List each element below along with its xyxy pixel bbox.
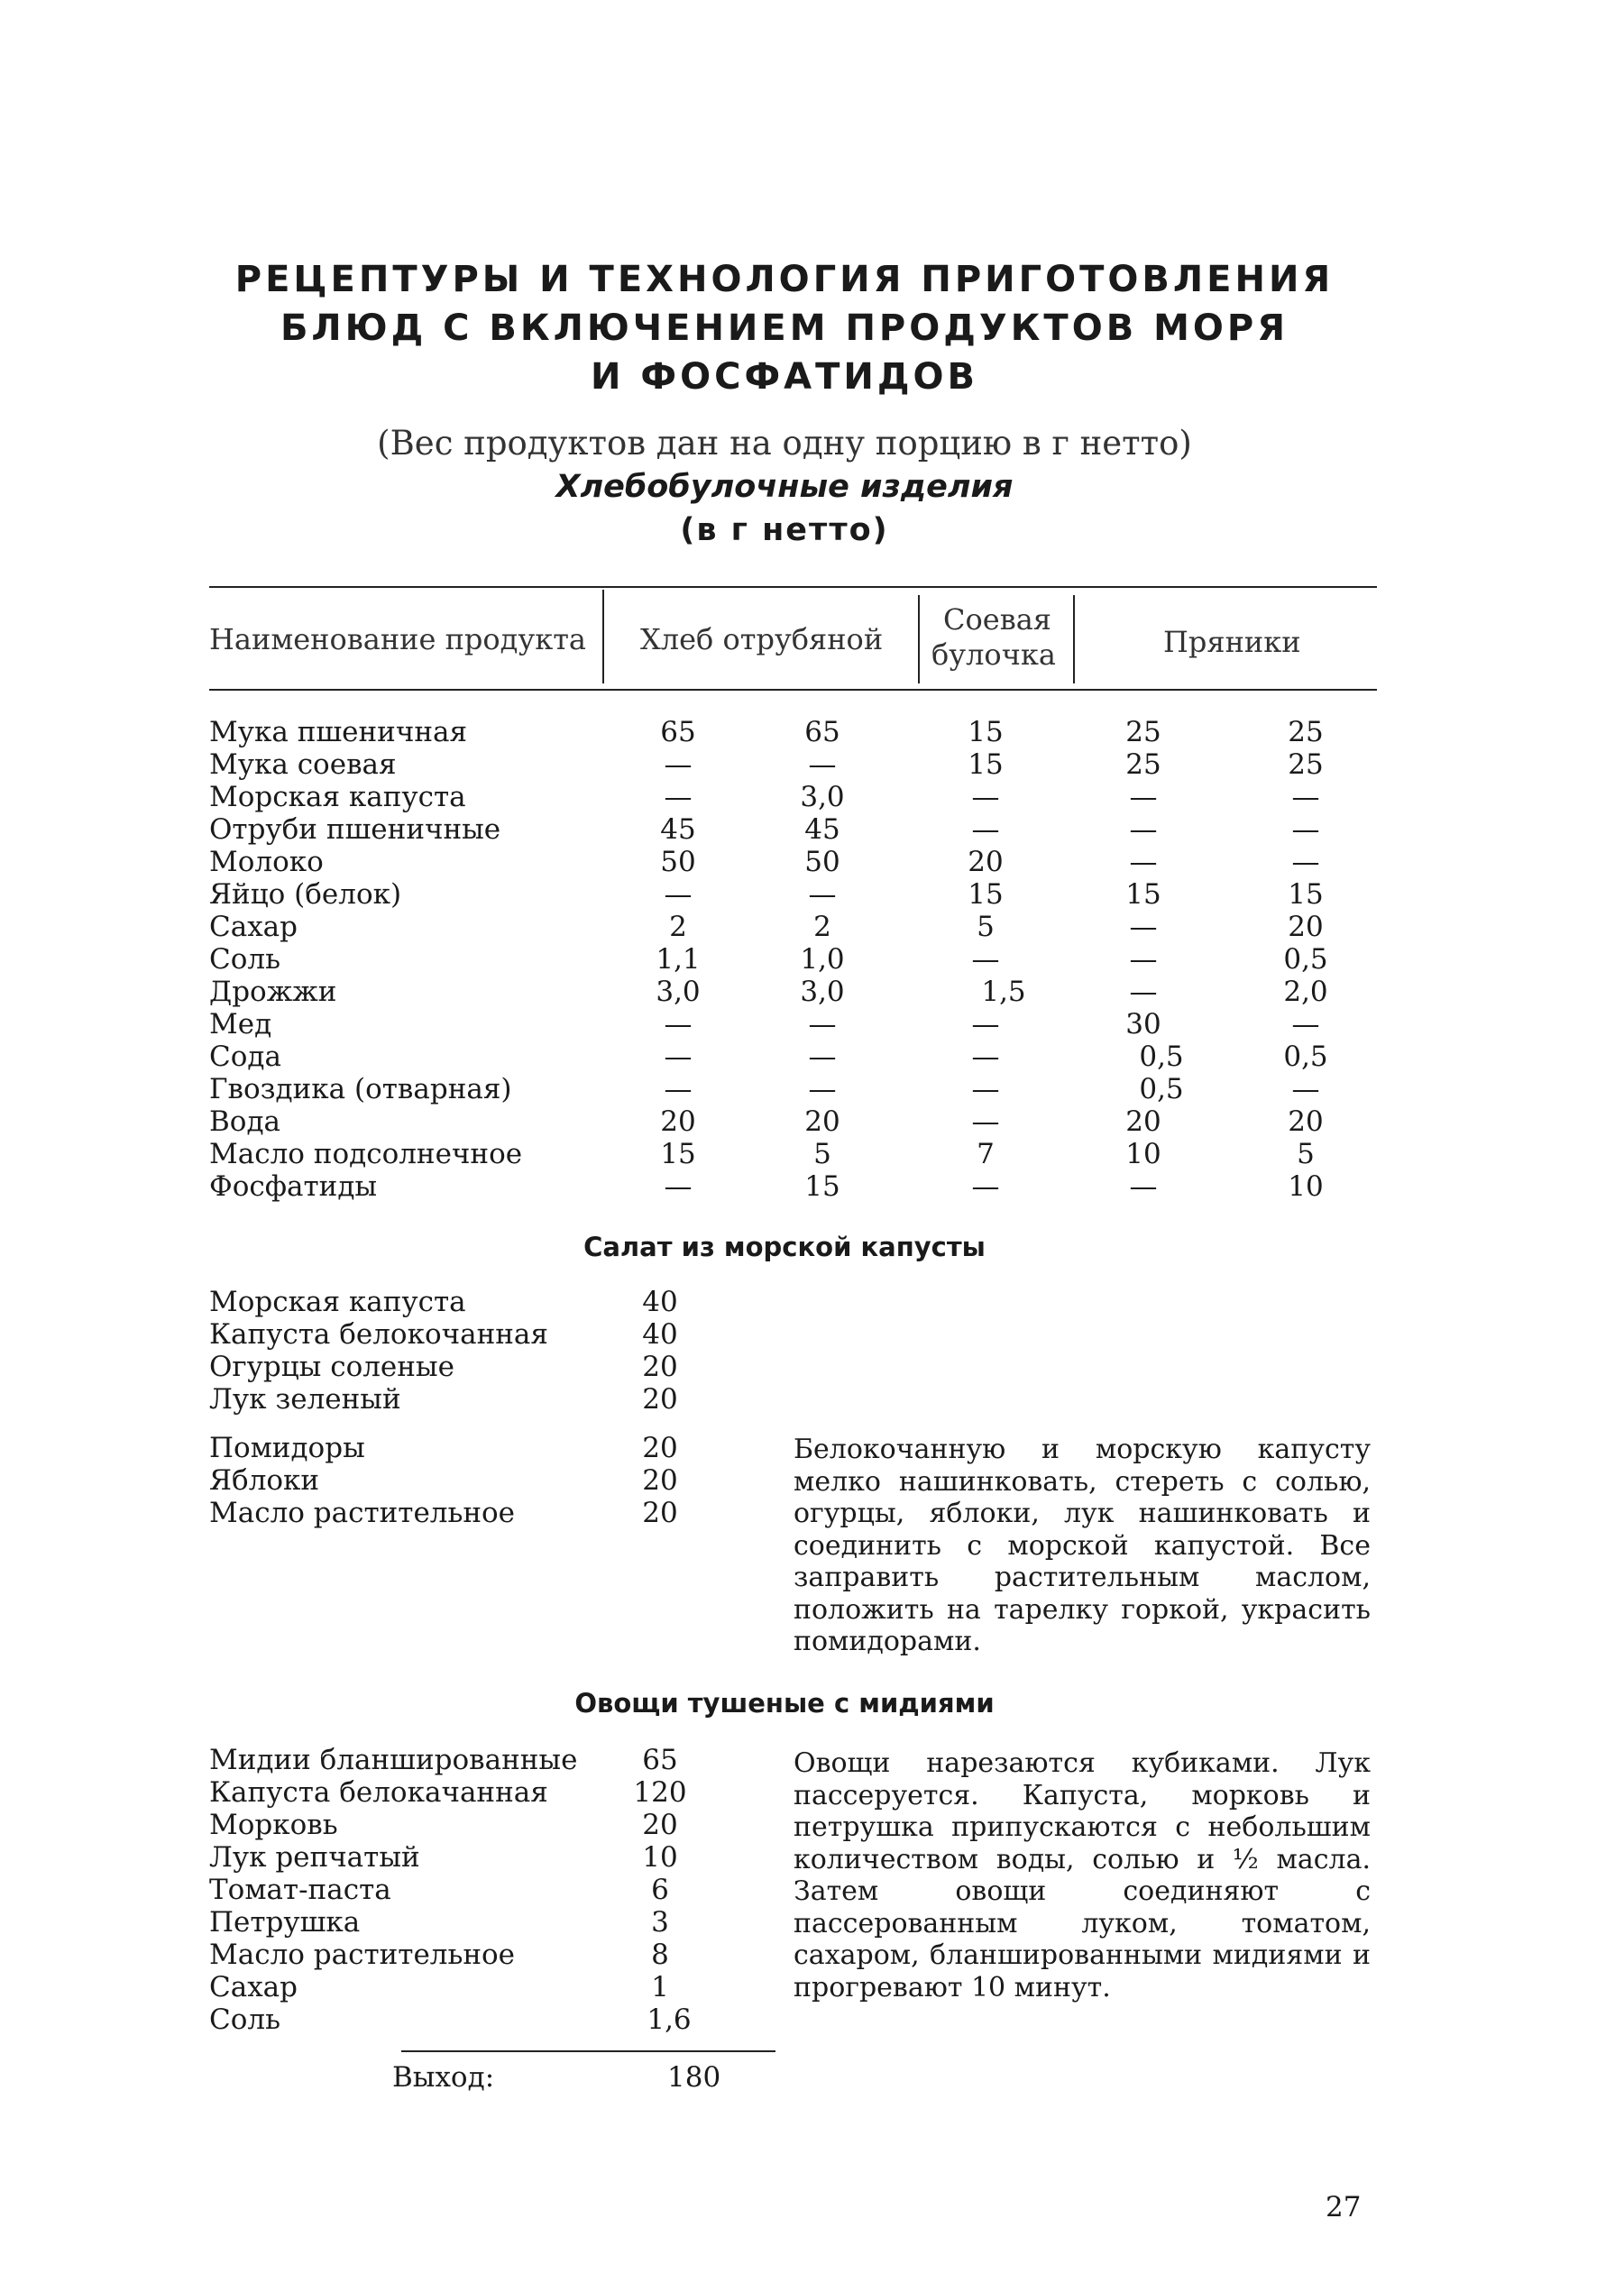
cell-bran-bread-1: 45	[660, 813, 696, 846]
title-line-3: И ФОСФАТИДОВ	[591, 356, 978, 398]
cell-soy-bun: —	[971, 1008, 1000, 1041]
stew-method: Овощи нарезаются кубиками. Лук пассеруется. Капуста, морковь и петрушка припускаются с небольшим количеством воды, солью и ½ масла. Затем овощи соединяют с пассерованным луком, томатом, сахаром, бланшированными мидиями и прогревают 10 минут.	[794, 1747, 1371, 2003]
bakery-subheading: (в г нетто)	[680, 512, 889, 548]
cell-gingerbread-1: —	[1129, 781, 1158, 813]
cell-bran-bread-2: 3,0	[800, 781, 845, 813]
cell-gingerbread-1: 10	[1125, 1138, 1161, 1170]
row-name: Дрожжи	[209, 976, 337, 1008]
cell-bran-bread-1: 15	[660, 1138, 696, 1170]
table-divider-2	[918, 595, 920, 683]
cell-gingerbread-2: 25	[1288, 716, 1324, 748]
cell-bran-bread-2: 15	[804, 1170, 840, 1203]
cell-bran-bread-2: 45	[804, 813, 840, 846]
table-row	[209, 781, 1381, 813]
list-item	[209, 1809, 768, 1841]
table-divider-3	[1073, 595, 1075, 683]
cell-bran-bread-1: —	[664, 748, 693, 781]
header-product: Наименование продукта	[209, 622, 586, 656]
ingredient-qty: 20	[642, 1351, 678, 1383]
row-name: Фосфатиды	[209, 1170, 378, 1203]
list-item	[209, 1383, 768, 1416]
cell-gingerbread-2: —	[1291, 1073, 1320, 1105]
cell-bran-bread-1: 2	[669, 911, 687, 943]
row-name: Морская капуста	[209, 781, 466, 813]
ingredient-name: Огурцы соленые	[209, 1351, 454, 1383]
ingredient-name: Соль	[209, 2003, 280, 2036]
cell-soy-bun: 5	[977, 911, 995, 943]
cell-soy-bun: —	[971, 943, 1000, 976]
row-name: Масло подсолнечное	[209, 1138, 523, 1170]
ingredient-name: Лук репчатый	[209, 1841, 420, 1874]
cell-bran-bread-2: 2	[813, 911, 831, 943]
table-row	[209, 943, 1381, 976]
yield-value: 180	[667, 2061, 721, 2094]
cell-bran-bread-2: —	[808, 748, 837, 781]
ingredient-name: Яблоки	[209, 1464, 320, 1497]
cell-soy-bun: 15	[968, 878, 1004, 911]
cell-bran-bread-2: 50	[804, 846, 840, 878]
table-row	[209, 1170, 1381, 1203]
stew-heading: Овощи тушеные с мидиями	[574, 1688, 995, 1719]
table-row	[209, 976, 1381, 1008]
cell-soy-bun: 15	[968, 748, 1004, 781]
list-item	[209, 1432, 768, 1464]
salad-method: Белокочанную и морскую капусту мелко нашинковать, стереть с солью, огурцы, яблоки, лук нашинковать и соединить с морской капустой. Все заправить растительным маслом, положить на тарелку горкой, украсить помидорами.	[794, 1434, 1371, 1657]
cell-gingerbread-2: —	[1291, 846, 1320, 878]
cell-bran-bread-1: —	[664, 781, 693, 813]
cell-bran-bread-1: 65	[660, 716, 696, 748]
list-item	[209, 1874, 768, 1906]
cell-gingerbread-1: —	[1129, 846, 1158, 878]
cell-bran-bread-2: 65	[804, 716, 840, 748]
cell-gingerbread-1: 0,5	[1139, 1041, 1184, 1073]
row-name: Мука соевая	[209, 748, 397, 781]
row-name: Сахар	[209, 911, 298, 943]
bakery-heading: Хлебобулочные изделия	[555, 469, 1014, 505]
row-name: Мука пшеничная	[209, 716, 468, 748]
table-row	[209, 1008, 1381, 1041]
ingredient-name: Мидии бланшированные	[209, 1744, 578, 1776]
cell-gingerbread-2: —	[1291, 813, 1320, 846]
ingredient-qty: 20	[642, 1432, 678, 1464]
cell-gingerbread-2: 2,0	[1283, 976, 1328, 1008]
table-top-rule	[209, 586, 1377, 588]
ingredient-qty: 40	[642, 1286, 678, 1318]
cell-bran-bread-2: —	[808, 878, 837, 911]
cell-soy-bun: 7	[977, 1138, 995, 1170]
cell-gingerbread-1: —	[1129, 976, 1158, 1008]
cell-bran-bread-1: 1,1	[656, 943, 701, 976]
cell-gingerbread-1: —	[1129, 813, 1158, 846]
cell-gingerbread-2: 20	[1288, 1105, 1324, 1138]
ingredient-qty: 20	[642, 1383, 678, 1416]
title-line-1: РЕЦЕПТУРЫ И ТЕХНОЛОГИЯ ПРИГОТОВЛЕНИЯ	[234, 259, 1335, 300]
cell-gingerbread-2: 15	[1288, 878, 1324, 911]
cell-soy-bun: —	[971, 1105, 1000, 1138]
ingredient-name: Морская капуста	[209, 1286, 466, 1318]
cell-gingerbread-2: —	[1291, 781, 1320, 813]
table-divider-1	[602, 590, 604, 683]
cell-bran-bread-1: 20	[660, 1105, 696, 1138]
cell-bran-bread-1: 3,0	[656, 976, 701, 1008]
header-soy-bun-line1: Соевая	[943, 602, 1051, 637]
cell-gingerbread-1: 30	[1125, 1008, 1161, 1041]
cell-gingerbread-2: 0,5	[1283, 1041, 1328, 1073]
ingredient-qty: 65	[642, 1744, 678, 1776]
list-item	[209, 1744, 768, 1776]
ingredient-name: Капуста белокочанная	[209, 1318, 548, 1351]
list-item	[209, 1286, 768, 1318]
cell-gingerbread-2: 0,5	[1283, 943, 1328, 976]
cell-soy-bun: 1,5	[981, 976, 1026, 1008]
cell-soy-bun: 15	[968, 716, 1004, 748]
table-row	[209, 748, 1381, 781]
cell-gingerbread-2: —	[1291, 1008, 1320, 1041]
ingredient-name: Томат-паста	[209, 1874, 391, 1906]
table-row	[209, 1138, 1381, 1170]
list-item	[209, 2003, 768, 2036]
ingredient-name: Лук зеленый	[209, 1383, 401, 1416]
cell-soy-bun: —	[971, 781, 1000, 813]
cell-gingerbread-1: 25	[1125, 716, 1161, 748]
ingredient-qty: 20	[642, 1497, 678, 1529]
ingredient-qty: 20	[642, 1464, 678, 1497]
header-soy-bun-line2: булочка	[931, 637, 1056, 672]
cell-gingerbread-1: —	[1129, 943, 1158, 976]
cell-bran-bread-1: —	[664, 878, 693, 911]
cell-gingerbread-1: 20	[1125, 1105, 1161, 1138]
table-row	[209, 878, 1381, 911]
cell-bran-bread-2: —	[808, 1008, 837, 1041]
list-item	[209, 1971, 768, 2003]
cell-gingerbread-1: 15	[1125, 878, 1161, 911]
cell-gingerbread-1: 25	[1125, 748, 1161, 781]
list-item	[209, 1464, 768, 1497]
cell-bran-bread-1: —	[664, 1170, 693, 1203]
ingredient-qty: 1,6	[647, 2003, 692, 2036]
ingredient-qty: 10	[642, 1841, 678, 1874]
table-row	[209, 846, 1381, 878]
ingredient-qty: 3	[651, 1906, 669, 1939]
cell-soy-bun: 20	[968, 846, 1004, 878]
title-line-2: БЛЮД С ВКЛЮЧЕНИЕМ ПРОДУКТОВ МОРЯ	[280, 307, 1289, 349]
ingredient-qty: 40	[642, 1318, 678, 1351]
ingredient-name: Сахар	[209, 1971, 298, 2003]
table-row	[209, 813, 1381, 846]
cell-bran-bread-2: 1,0	[800, 943, 845, 976]
ingredient-name: Масло растительное	[209, 1939, 516, 1971]
ingredient-name: Помидоры	[209, 1432, 365, 1464]
cell-bran-bread-2: 3,0	[800, 976, 845, 1008]
list-item	[209, 1318, 768, 1351]
ingredient-qty: 1	[651, 1971, 669, 2003]
ingredient-qty: 8	[651, 1939, 669, 1971]
header-gingerbread: Пряники	[1163, 625, 1301, 659]
cell-gingerbread-2: 25	[1288, 748, 1324, 781]
salad-heading: Салат из морской капусты	[583, 1232, 986, 1262]
cell-soy-bun: —	[971, 1073, 1000, 1105]
cell-bran-bread-2: 20	[804, 1105, 840, 1138]
cell-gingerbread-2: 10	[1288, 1170, 1324, 1203]
cell-bran-bread-2: 5	[813, 1138, 831, 1170]
ingredient-name: Петрушка	[209, 1906, 361, 1939]
row-name: Сода	[209, 1041, 281, 1073]
table-row	[209, 911, 1381, 943]
list-item	[209, 1939, 768, 1971]
row-name: Молоко	[209, 846, 324, 878]
ingredient-name: Масло растительное	[209, 1497, 516, 1529]
list-item	[209, 1351, 768, 1383]
table-header-rule	[209, 689, 1377, 691]
page-number: 27	[1326, 2191, 1362, 2223]
yield-rule	[401, 2050, 775, 2052]
cell-soy-bun: —	[971, 1170, 1000, 1203]
subtitle: (Вес продуктов дан на одну порцию в г нетто)	[377, 424, 1192, 463]
cell-bran-bread-2: —	[808, 1041, 837, 1073]
cell-bran-bread-1: —	[664, 1041, 693, 1073]
table-row	[209, 1073, 1381, 1105]
row-name: Яйцо (белок)	[209, 878, 402, 911]
table-row	[209, 1041, 1381, 1073]
yield-label: Выход:	[392, 2061, 495, 2094]
list-item	[209, 1497, 768, 1529]
row-name: Вода	[209, 1105, 281, 1138]
row-name: Мед	[209, 1008, 272, 1041]
ingredient-name: Капуста белокачанная	[209, 1776, 548, 1809]
header-bran-bread: Хлеб отрубяной	[640, 622, 884, 656]
cell-bran-bread-1: —	[664, 1008, 693, 1041]
table-row	[209, 1105, 1381, 1138]
cell-soy-bun: —	[971, 1041, 1000, 1073]
cell-gingerbread-1: 0,5	[1139, 1073, 1184, 1105]
cell-bran-bread-1: —	[664, 1073, 693, 1105]
cell-bran-bread-2: —	[808, 1073, 837, 1105]
ingredient-qty: 6	[651, 1874, 669, 1906]
list-item	[209, 1841, 768, 1874]
row-name: Отруби пшеничные	[209, 813, 501, 846]
table-row	[209, 716, 1381, 748]
cell-soy-bun: —	[971, 813, 1000, 846]
row-name: Гвоздика (отварная)	[209, 1073, 512, 1105]
cell-bran-bread-1: 50	[660, 846, 696, 878]
cell-gingerbread-1: —	[1129, 911, 1158, 943]
cell-gingerbread-2: 20	[1288, 911, 1324, 943]
list-item	[209, 1776, 768, 1809]
ingredient-qty: 20	[642, 1809, 678, 1841]
list-item	[209, 1906, 768, 1939]
row-name: Соль	[209, 943, 280, 976]
cell-gingerbread-1: —	[1129, 1170, 1158, 1203]
page-title	[216, 255, 1353, 401]
ingredient-name: Морковь	[209, 1809, 338, 1841]
cell-gingerbread-2: 5	[1297, 1138, 1315, 1170]
ingredient-qty: 120	[633, 1776, 687, 1809]
